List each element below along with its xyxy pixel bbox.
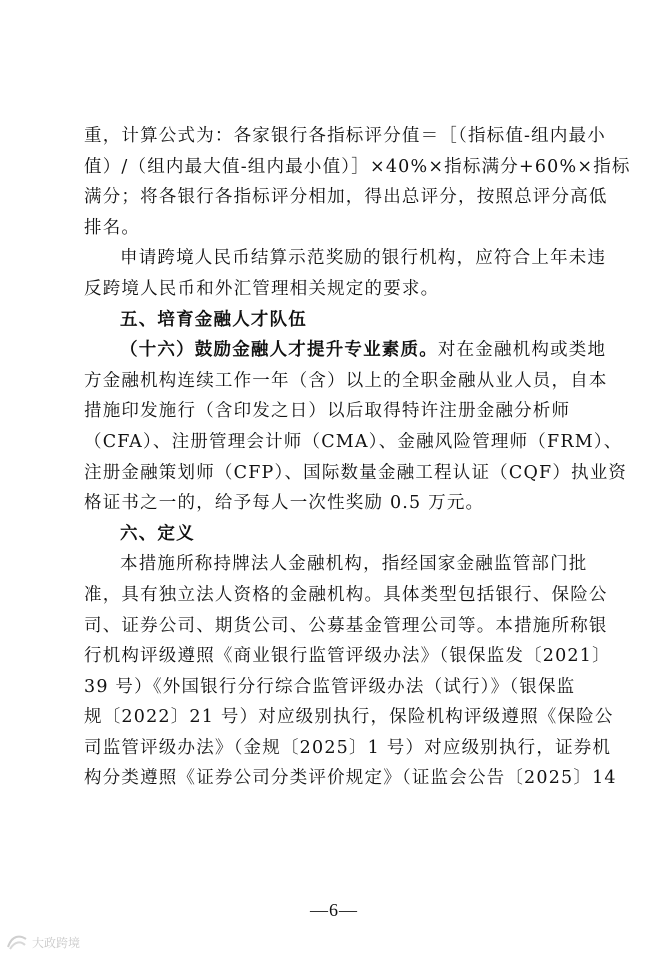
section-heading: 六、定义 — [120, 523, 195, 544]
text-line: 措施印发施行（含印发之日）以后取得特许注册金融分析师 — [84, 401, 571, 422]
text-line: （CFA）、注册管理会计师（CMA）、金融风险管理师（FRM）、 — [84, 431, 623, 452]
text-line: 39 号）《外国银行分行综合监管评级办法（试行）》（银保监 — [84, 676, 576, 697]
text-line: 构分类遵照《证券公司分类评价规定》（证监会公告〔2025〕14 — [84, 768, 617, 789]
text-line: 司监管评级办法》（金规〔2025〕1 号）对应级别执行，证券机 — [84, 737, 612, 758]
watermark — [6, 932, 80, 952]
watermark-logo-icon — [6, 933, 28, 951]
text-line: 申请跨境人民币结算示范奖励的银行机构，应符合上年未违 — [120, 248, 607, 269]
text-line: 格证书之一的，给予每人一次性奖励 0.5 万元。 — [84, 493, 485, 514]
text-line: 重，计算公式为：各家银行各指标评分值＝［（指标值-组内最小 — [84, 126, 606, 146]
text-span: 对在金融机构或类地 — [437, 340, 607, 361]
document-body — [84, 121, 631, 794]
text-line: 准，具有独立法人资格的金融机构。具体类型包括银行、保险公 — [84, 584, 608, 605]
text-line: 值）/（组内最大值-组内最小值）］×40%×指标满分+60%×指标 — [84, 156, 631, 177]
paragraph-lead-line — [84, 335, 607, 366]
text-line: 行机构评级遵照《商业银行监管评级办法》（银保监发〔2021〕 — [84, 646, 611, 667]
text-line: 满分；将各银行各指标评分相加，得出总评分，按照总评分高低 — [84, 187, 608, 208]
text-line: 规〔2022〕21 号）对应级别执行，保险机构评级遵照《保险公 — [84, 707, 614, 728]
section-heading: 五、培育金融人才队伍 — [120, 309, 307, 330]
text-line: 注册金融策划师（CFP）、国际数量金融工程认证（CQF）执业资 — [84, 462, 628, 483]
page-number: —6— — [310, 900, 358, 920]
watermark-label: 大政跨境 — [32, 935, 81, 950]
text-line: 反跨境人民币和外汇管理相关规定的要求。 — [84, 278, 440, 299]
text-line: 排名。 — [84, 217, 141, 238]
bold-clause: （十六）鼓励金融人才提升专业素质。 — [120, 340, 438, 361]
text-line: 本措施所称持牌法人金融机构，指经国家金融监管部门批 — [120, 554, 588, 575]
text-line: 司、证券公司、期货公司、公募基金管理公司等。本措施所称银 — [84, 615, 608, 636]
text-line: 方金融机构连续工作一年（含）以上的全职金融从业人员，自本 — [84, 370, 608, 391]
